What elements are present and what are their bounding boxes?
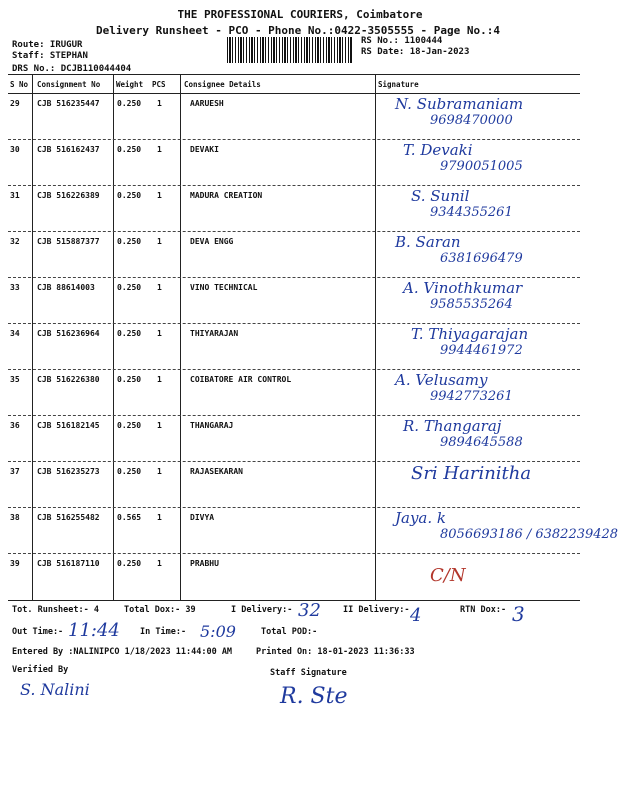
- route-label: Route: IRUGUR: [12, 40, 83, 50]
- row-weight: 0.250: [117, 99, 142, 108]
- runsheet-subtitle: Delivery Runsheet - PCO - Phone No.:0422-3505555 - Page No.:4: [96, 24, 500, 37]
- i-delivery-label: I Delivery:-: [231, 605, 293, 615]
- rtn-dox-value: 3: [512, 602, 525, 626]
- col-divider: [113, 74, 114, 600]
- row-sno: 36: [10, 421, 20, 430]
- row-consignment-no: CJB 516226380: [37, 375, 100, 384]
- col-divider: [180, 74, 181, 600]
- row-signature-phone: 9585535264: [430, 297, 513, 312]
- row-sno: 34: [10, 329, 20, 338]
- verified-by-label: Verified By: [12, 665, 69, 675]
- row-consignment-no: CJB 516226389: [37, 191, 100, 200]
- row-separator: [8, 277, 580, 278]
- row-consignment-no: CJB 516235447: [37, 99, 100, 108]
- row-consignment-no: CJB 88614003: [37, 283, 95, 292]
- row-sno: 35: [10, 375, 20, 384]
- row-sno: 32: [10, 237, 20, 246]
- row-consignee: RAJASEKARAN: [190, 467, 243, 476]
- row-signature-name: T. Thiyagarajan: [411, 325, 529, 343]
- row-separator: [8, 369, 580, 370]
- row-sno: 29: [10, 99, 20, 108]
- row-pcs: 1: [157, 283, 162, 292]
- row-sno: 37: [10, 467, 20, 476]
- row-separator: [8, 231, 580, 232]
- col-header-sno: S No: [10, 80, 29, 89]
- row-consignee: DIVYA: [190, 513, 215, 522]
- row-consignment-no: CJB 516255482: [37, 513, 100, 522]
- row-weight: 0.565: [117, 513, 142, 522]
- row-signature-name: T. Devaki: [403, 141, 473, 159]
- staff-signature-label: Staff Signature: [270, 668, 347, 678]
- row-signature-phone: 9790051005: [440, 159, 523, 174]
- drs-number: DRS No.: DCJB110044404: [12, 64, 132, 74]
- table-top-rule: [8, 74, 580, 75]
- row-consignee: DEVAKI: [190, 145, 219, 154]
- row-sno: 33: [10, 283, 20, 292]
- col-header-signature: Signature: [378, 80, 419, 89]
- out-time-value: 11:44: [68, 620, 120, 641]
- row-separator: [8, 323, 580, 324]
- staff-signature: R. Ste: [280, 684, 348, 709]
- row-consignment-no: CJB 516187110: [37, 559, 100, 568]
- total-pod: Total POD:-: [261, 627, 318, 637]
- col-divider: [32, 74, 33, 600]
- row-consignment-no: CJB 515887377: [37, 237, 100, 246]
- row-weight: 0.250: [117, 375, 142, 384]
- row-weight: 0.250: [117, 467, 142, 476]
- row-weight: 0.250: [117, 191, 142, 200]
- row-weight: 0.250: [117, 145, 142, 154]
- row-signature-name: B. Saran: [395, 233, 461, 251]
- row-consignee: VINO TECHNICAL: [190, 283, 258, 292]
- row-consignee: AARUESH: [190, 99, 224, 108]
- entered-by: Entered By :NALINIPCO 1/18/2023 11:44:00 AM: [12, 647, 233, 657]
- row-pcs: 1: [157, 421, 162, 430]
- staff-label: Staff: STEPHAN: [12, 51, 88, 61]
- verified-signature: S. Nalini: [20, 680, 90, 699]
- row-consignment-no: CJB 516162437: [37, 145, 100, 154]
- row-signature-phone: 6381696479: [440, 251, 523, 266]
- row-signature-name: R. Thangaraj: [403, 417, 502, 435]
- row-signature-name: N. Subramaniam: [395, 95, 524, 113]
- in-time-value: 5:09: [200, 622, 236, 641]
- in-time-label: In Time:-: [140, 627, 187, 637]
- printed-on: Printed On: 18-01-2023 11:36:33: [256, 647, 415, 657]
- out-time-label: Out Time:-: [12, 627, 64, 637]
- row-separator: [8, 139, 580, 140]
- row-signature-phone: 8056693186 / 6382239428: [440, 527, 618, 542]
- row-signature-phone: 9344355261: [430, 205, 513, 220]
- row-separator: [8, 553, 580, 554]
- row-separator: [8, 461, 580, 462]
- row-signature-name: C/N: [430, 565, 466, 586]
- row-sno: 38: [10, 513, 20, 522]
- row-weight: 0.250: [117, 559, 142, 568]
- row-signature-name: Jaya. k: [395, 509, 446, 527]
- col-header-consignment: Consignment No: [37, 80, 101, 89]
- row-consignee: COIBATORE AIR CONTROL: [190, 375, 292, 384]
- row-sno: 30: [10, 145, 20, 154]
- table-header-rule: [8, 93, 580, 94]
- row-consignee: THIYARAJAN: [190, 329, 239, 338]
- total-dox: Total Dox:- 39: [124, 605, 196, 615]
- row-signature-phone: 9698470000: [430, 113, 513, 128]
- row-sno: 31: [10, 191, 20, 200]
- row-signature-name: A. Vinothkumar: [403, 279, 523, 297]
- i-delivery-value: 32: [298, 600, 321, 621]
- ii-delivery-value: 4: [410, 605, 422, 626]
- row-signature-name: Sri Harinitha: [411, 463, 532, 484]
- row-consignment-no: CJB 516235273: [37, 467, 100, 476]
- row-pcs: 1: [157, 237, 162, 246]
- row-weight: 0.250: [117, 237, 142, 246]
- row-weight: 0.250: [117, 329, 142, 338]
- ii-delivery-label: II Delivery:-: [343, 605, 410, 615]
- row-consignment-no: CJB 516182145: [37, 421, 100, 430]
- row-signature-name: A. Velusamy: [395, 371, 488, 389]
- tot-runsheet: Tot. Runsheet:- 4: [12, 605, 99, 615]
- row-pcs: 1: [157, 559, 162, 568]
- row-signature-phone: 9944461972: [440, 343, 523, 358]
- row-consignee: PRABHU: [190, 559, 219, 568]
- col-header-pcs: PCS: [152, 80, 166, 89]
- rs-number: RS No.: 1100444: [361, 36, 443, 46]
- col-divider: [375, 74, 376, 600]
- row-pcs: 1: [157, 99, 162, 108]
- row-signature-phone: 9894645588: [440, 435, 523, 450]
- row-consignee: MADURA CREATION: [190, 191, 263, 200]
- row-pcs: 1: [157, 467, 162, 476]
- row-consignee: DEVA ENGG: [190, 237, 234, 246]
- row-signature-name: S. Sunil: [411, 187, 470, 205]
- row-signature-phone: 9942773261: [430, 389, 513, 404]
- row-pcs: 1: [157, 329, 162, 338]
- row-separator: [8, 185, 580, 186]
- table-bottom-rule: [8, 600, 580, 601]
- row-pcs: 1: [157, 375, 162, 384]
- row-separator: [8, 415, 580, 416]
- barcode: [227, 37, 352, 63]
- row-pcs: 1: [157, 191, 162, 200]
- row-sno: 39: [10, 559, 20, 568]
- row-separator: [8, 507, 580, 508]
- row-consignment-no: CJB 516236964: [37, 329, 100, 338]
- row-weight: 0.250: [117, 421, 142, 430]
- rtn-dox-label: RTN Dox:-: [460, 605, 507, 615]
- row-pcs: 1: [157, 145, 162, 154]
- row-weight: 0.250: [117, 283, 142, 292]
- col-header-consignee: Consignee Details: [184, 80, 261, 89]
- company-title: THE PROFESSIONAL COURIERS, Coimbatore: [177, 8, 423, 21]
- row-pcs: 1: [157, 513, 162, 522]
- row-consignee: THANGARAJ: [190, 421, 234, 430]
- col-header-weight: Weight: [116, 80, 144, 89]
- rs-date: RS Date: 18-Jan-2023: [361, 47, 470, 57]
